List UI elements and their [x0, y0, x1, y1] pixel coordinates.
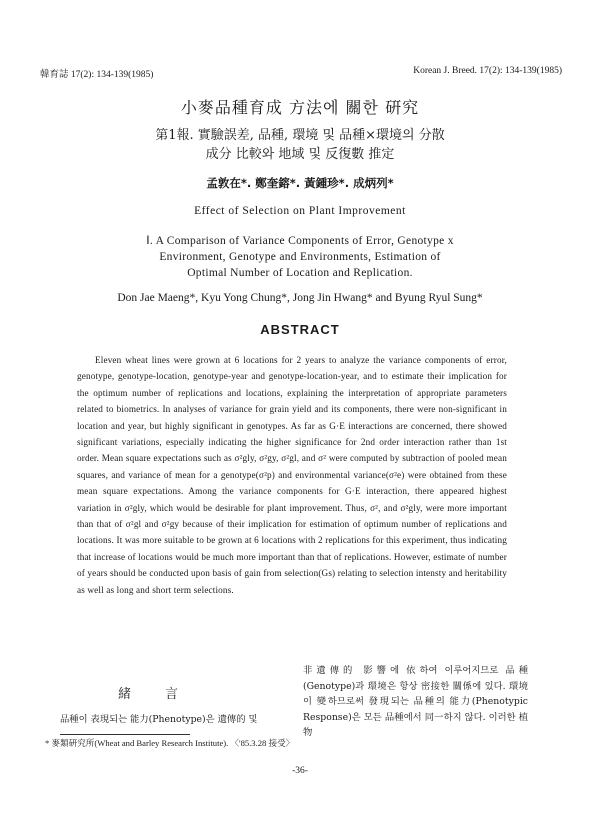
english-subtitle — [0, 233, 600, 281]
journal-header-korean: 韓育誌 17(2): 134-139(1985) — [40, 70, 154, 80]
journal-header-english: Korean J. Breed. 17(2): 134-139(1985) — [413, 66, 562, 76]
footnote-divider — [60, 734, 190, 735]
korean-subtitle-line1: 第1報. 實驗誤差, 品種, 環境 및 品種×環境의 分散 — [155, 128, 445, 143]
english-subtitle-line2: Environment, Genotype and Environments, Estimation of — [159, 251, 441, 263]
abstract-heading: ABSTRACT — [260, 322, 340, 337]
korean-subtitle-line2: 成分 比較와 地域 및 反復數 推定 — [205, 147, 395, 162]
korean-subtitle — [0, 126, 600, 164]
korean-title: 小麥品種育成 方法에 關한 硏究 — [180, 98, 420, 117]
introduction-right-column: 非遺傳的 影響에 依하여 이루어지므로 品種(Genotype)과 環境은 항상 密接한 關係에 있다. 環境이 變하므로써 發現되는 品種의 能力(Phenotypic Response)은 모든 品種에서 同一하지 않다. 이러한 植物 — [303, 665, 528, 738]
korean-authors: 孟敦在*. 鄭奎鎔*. 黃鍾珍*. 成炳列* — [206, 176, 394, 190]
english-authors: Don Jae Maeng*, Kyu Yong Chung*, Jong Jin Hwang* and Byung Ryul Sung* — [117, 292, 483, 304]
introduction-left-column: 品種이 表現되는 能力(Phenotype)은 遺傳的 및 — [60, 714, 258, 725]
english-title: Effect of Selection on Plant Improvement — [194, 205, 406, 217]
abstract-body — [77, 352, 507, 598]
abstract-paragraph: Eleven wheat lines were grown at 6 locations for 2 years to analyze the variance components of error, genotype, genotype-location, genotype-year and genotype-location-year, and to estimate their implication for the optimum number of replications and locations, explaining the interpretation of appropriate parameters related to biometrics. In analyses of variance for grain yield and its components, there were non-significant in location and year, but highly significant in genotypes. As far as G·E interactions are concerned, there showed significant variations, especially indicating the higher significance for 2nd order interaction rather than 1st order. Mean square expectations such as σ²gly, σ²gy, σ²gl, and σ² were computed by subtraction of pooled mean squares, and variance of mean for a genotype(σ²p) and environmental variance(σ²e) were obtained from these mean square expectations. Among the variance components for G·E interaction, there appeared highest variation in σ²gly, which would be desirable for plant improvement. Thus, σ², and σ²gly, were more important than that of σ²gl and σ²gy because of their implication for estimation of optimum number of replications and locations. It was more suitable to be grown at 6 locations with 2 replications for this experiment, thus indicating that increase of locations would be much more important than that of replications. However, estimate of number of years should be conducted upon basis of gain from selection(Gs) relating to selection intensty and heritability as well as long and short term selections. — [77, 355, 507, 595]
page-number: -36- — [292, 766, 308, 776]
english-subtitle-line1: Ⅰ. A Comparison of Variance Components of Error, Genotype x — [146, 235, 454, 247]
english-subtitle-line3: Optimal Number of Location and Replication. — [187, 267, 413, 279]
introduction-heading: 緒言 — [117, 687, 212, 702]
footnote: * 麥類硏究所(Wheat and Barley Research Institute). 〈'85.3.28 接受〉 — [45, 738, 295, 748]
